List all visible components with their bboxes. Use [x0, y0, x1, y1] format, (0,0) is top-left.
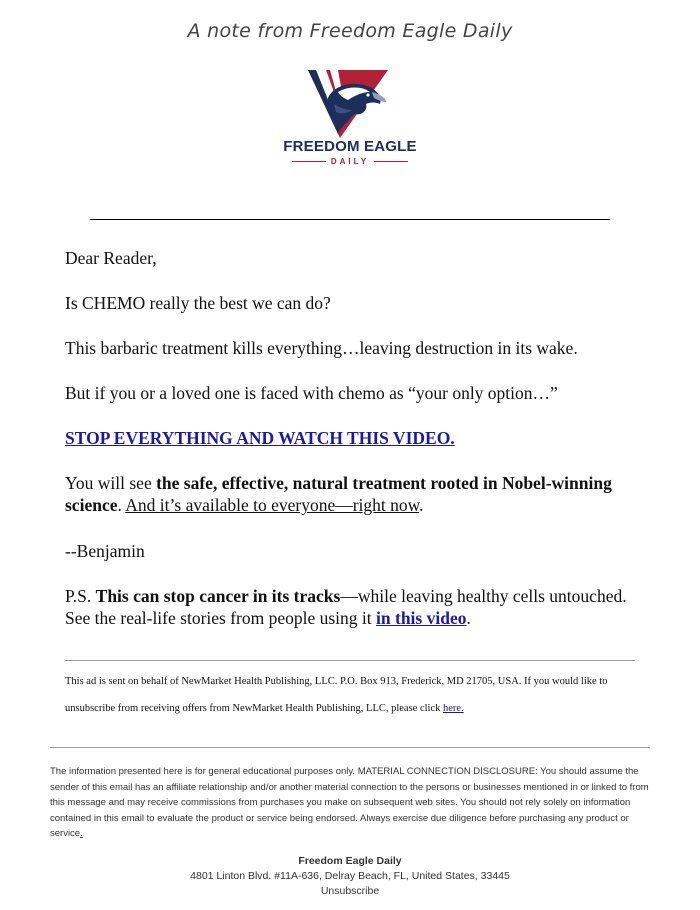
footer-address: 4801 Linton Blvd. #11A-636, Delray Beach, FL, United States, 33445: [190, 870, 510, 882]
disclaimer: [50, 764, 655, 842]
ps-end: .: [466, 608, 471, 628]
brand-divider-right: [374, 161, 408, 162]
ps-bold: This can stop cancer in its tracks: [95, 586, 341, 606]
footer-company-name: Freedom Eagle Daily: [298, 855, 402, 867]
ps-prefix: P.S.: [65, 586, 96, 606]
header-note: A note from Freedom Eagle Daily: [187, 20, 513, 42]
signature: --Benjamin: [65, 541, 145, 561]
see-bold: the safe, effective, natural treatment rooted in Nobel-winning science: [65, 473, 612, 515]
ad-notice: [65, 668, 645, 722]
in-this-video-link[interactable]: in this video: [376, 608, 467, 628]
footer-unsubscribe-link[interactable]: Unsubscribe: [320, 885, 380, 897]
brand-name: FREEDOM EAGLE: [283, 138, 417, 155]
brand-subtitle: DAILY: [330, 157, 370, 166]
question: Is CHEMO really the best we can do?: [65, 293, 331, 313]
unsubscribe-here-link[interactable]: here.: [443, 703, 464, 714]
see-period: .: [117, 495, 126, 515]
watch-video-link[interactable]: STOP EVERYTHING AND WATCH THIS VIDEO.: [65, 428, 455, 448]
see-underline: And it’s available to everyone—right now: [125, 495, 420, 515]
disclaimer-divider: [50, 747, 650, 748]
postscript: [65, 585, 640, 629]
disclaimer-end-link[interactable]: .: [80, 828, 83, 839]
ps-rest: —while leaving healthy cells untouched. See the real-life stories from people using it: [65, 586, 627, 628]
eagle-logo-icon: [282, 68, 422, 148]
paragraph-see: [65, 472, 640, 516]
disclaimer-text: The information presented here is for general educational purposes only. MATERIAL CONNECTION DISCLOSURE: You should assume the sender of this email has an affiliate relationship and/or another material connection to the persons or businesses mentioned in or linked to from this message and may receive commissions from purchases you make on subsequent web sites. You should not rely solely on information contained in this email to evaluate the product or service being endorsed. Always exercise due diligence before purchasing any product or service: [50, 766, 649, 839]
paragraph-option: But if you or a loved one is faced with chemo as “your only option…”: [65, 383, 558, 403]
header-divider: [90, 219, 610, 220]
paragraph-treatment: This barbaric treatment kills everything…leaving destruction in its wake.: [65, 338, 578, 358]
see-prefix: You will see: [65, 473, 157, 493]
ad-notice-divider: [65, 660, 635, 661]
greeting: Dear Reader,: [65, 248, 157, 268]
cta-paragraph: [65, 427, 640, 449]
see-end: .: [419, 495, 424, 515]
ad-notice-text: This ad is sent on behalf of NewMarket Health Publishing, LLC. P.O. Box 913, Frederick, MD 21705, USA. If you would like to unsubscribe from receiving offers from NewMarket Health Publishing, LLC, please click: [65, 676, 608, 714]
